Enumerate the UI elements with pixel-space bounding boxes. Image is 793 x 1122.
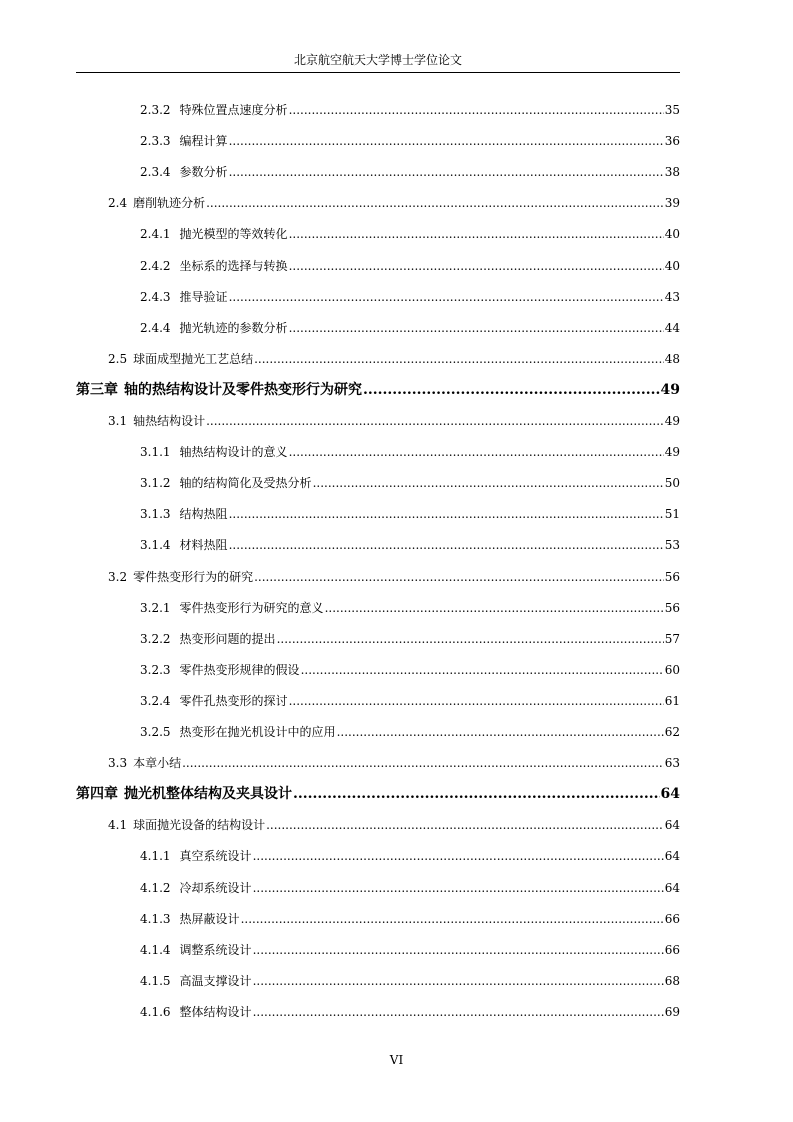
toc-dot-leader xyxy=(293,785,660,803)
toc-entry-number: 3.2.4 xyxy=(140,693,171,708)
toc-entry-number: 3.2.1 xyxy=(140,600,171,615)
toc-dot-leader xyxy=(241,910,664,928)
toc-entry-title: 抛光轨迹的参数分析 xyxy=(179,320,288,335)
toc-dot-leader xyxy=(289,225,664,243)
toc-dot-leader xyxy=(229,505,664,523)
toc-entry-page: 60 xyxy=(664,662,680,677)
running-header: 北京航空航天大学博士学位论文 xyxy=(293,53,462,67)
toc-entry-title: 热变形在抛光机设计中的应用 xyxy=(179,725,336,739)
toc-entry-number: 2.4.4 xyxy=(140,320,171,335)
toc-entry-title: 轴热结构设计 xyxy=(133,414,206,428)
toc-entry-title: 结构热阻 xyxy=(179,507,228,522)
toc-dot-leader xyxy=(277,630,664,648)
toc-dot-leader xyxy=(337,723,664,741)
toc-entry-page: 64 xyxy=(664,849,680,864)
toc-entry-title: 零件孔热变形的探讨 xyxy=(179,693,288,708)
toc-entry-page: 51 xyxy=(664,507,680,522)
toc-entry-number: 4.1.2 xyxy=(140,880,171,895)
toc-entry[interactable] xyxy=(140,597,680,617)
toc-entry-number: 3.2.3 xyxy=(140,662,171,677)
toc-entry[interactable] xyxy=(140,223,680,243)
toc-dot-leader xyxy=(325,599,664,617)
toc-entry-title: 球面成型抛光工艺总结 xyxy=(133,351,254,366)
toc-entry-number: 第三章 xyxy=(76,381,118,398)
toc-entry-title: 特殊位置点速度分析 xyxy=(179,103,288,117)
toc-entry[interactable] xyxy=(140,161,680,181)
toc-entry-title: 零件热变形规律的假设 xyxy=(179,662,300,677)
toc-dot-leader xyxy=(206,194,664,212)
toc-entry[interactable] xyxy=(140,845,680,865)
toc-entry-page: 69 xyxy=(664,1004,680,1019)
toc-entry-title: 本章小结 xyxy=(133,756,182,771)
toc-entry-page: 53 xyxy=(664,538,680,553)
toc-entry[interactable] xyxy=(140,441,680,461)
toc-entry-number: 2.5 xyxy=(108,351,128,366)
toc-dot-leader xyxy=(289,692,664,710)
toc-entry-number: 3.1.2 xyxy=(140,476,171,491)
toc-dot-leader xyxy=(313,474,664,492)
toc-entry[interactable] xyxy=(140,690,680,710)
toc-entry-number: 4.1.6 xyxy=(140,1004,171,1019)
toc-entry-title: 抛光模型的等效转化 xyxy=(179,227,288,242)
toc-entry-title: 热屏蔽设计 xyxy=(179,911,240,926)
toc-entry-number: 2.3.4 xyxy=(140,165,171,180)
toc-entry-page: 64 xyxy=(660,786,680,803)
toc-entry-title: 零件热变形行为研究的意义 xyxy=(179,600,324,615)
toc-dot-leader xyxy=(182,754,664,772)
page-number: VI xyxy=(389,1053,404,1067)
toc-entry-number: 4.1.5 xyxy=(140,973,171,988)
toc-entry-page: 39 xyxy=(664,196,680,211)
toc-entry[interactable] xyxy=(140,1001,680,1021)
toc-entry[interactable] xyxy=(140,721,680,741)
toc-entry-page: 63 xyxy=(664,756,680,771)
toc-entry-title: 轴的热结构设计及零件热变形行为研究 xyxy=(124,381,362,398)
toc-dot-leader xyxy=(301,661,664,679)
toc-entry-page: 38 xyxy=(664,165,680,180)
toc-entry[interactable] xyxy=(140,99,680,119)
toc-chapter-entry[interactable] xyxy=(76,379,680,399)
toc-dot-leader xyxy=(289,257,664,275)
toc-entry-number: 4.1 xyxy=(108,818,128,833)
toc-entry[interactable] xyxy=(140,286,680,306)
toc-entry-title: 坐标系的选择与转换 xyxy=(179,258,288,273)
toc-entry-title: 材料热阻 xyxy=(179,538,228,553)
toc-dot-leader xyxy=(253,972,664,990)
toc-entry[interactable] xyxy=(108,566,680,586)
toc-entry-title: 磨削轨迹分析 xyxy=(133,196,206,211)
toc-entry-page: 48 xyxy=(664,351,680,366)
toc-entry[interactable] xyxy=(140,130,680,150)
toc-entry-number: 4.1.4 xyxy=(140,942,171,957)
toc-entry-page: 35 xyxy=(664,103,680,117)
toc-entry-number: 3.1 xyxy=(108,414,128,428)
toc-entry-page: 62 xyxy=(664,725,680,739)
toc-dot-leader xyxy=(229,132,664,150)
toc-entry-title: 零件热变形行为的研究 xyxy=(133,569,254,584)
toc-entry[interactable] xyxy=(140,472,680,492)
toc-entry-page: 68 xyxy=(664,973,680,988)
toc-entry[interactable] xyxy=(140,628,680,648)
toc-entry-title: 高温支撑设计 xyxy=(179,973,252,988)
toc-entry-page: 44 xyxy=(664,320,680,335)
toc-entry-title: 轴热结构设计的意义 xyxy=(179,445,288,460)
toc-entry-title: 参数分析 xyxy=(179,165,228,180)
toc-entry-page: 50 xyxy=(664,476,680,491)
toc-entry-page: 43 xyxy=(664,289,680,304)
toc-entry-page: 64 xyxy=(664,818,680,833)
toc-entry[interactable] xyxy=(108,192,680,212)
toc-entry-title: 真空系统设计 xyxy=(179,849,252,864)
toc-dot-leader xyxy=(254,350,664,368)
toc-dot-leader xyxy=(206,412,664,430)
toc-entry-number: 2.4.2 xyxy=(140,258,171,273)
toc-dot-leader xyxy=(254,568,664,586)
toc-entry[interactable] xyxy=(108,410,680,430)
toc-entry-page: 36 xyxy=(664,134,680,149)
toc-entry[interactable] xyxy=(140,908,680,928)
toc-entry-title: 调整系统设计 xyxy=(179,942,252,957)
toc-dot-leader xyxy=(289,319,664,337)
toc-dot-leader xyxy=(229,536,664,554)
toc-entry-title: 编程计算 xyxy=(179,134,228,149)
toc-entry-page: 40 xyxy=(664,258,680,273)
toc-entry-number: 3.1.3 xyxy=(140,507,171,522)
toc-entry-page: 49 xyxy=(664,414,680,428)
toc-entry-number: 2.3.2 xyxy=(140,103,171,117)
toc-entry-number: 3.3 xyxy=(108,756,128,771)
toc-entry-page: 66 xyxy=(664,911,680,926)
toc-dot-leader xyxy=(253,847,664,865)
toc-dot-leader xyxy=(229,288,664,306)
toc-entry[interactable] xyxy=(140,970,680,990)
toc-entry[interactable] xyxy=(108,814,680,834)
toc-dot-leader xyxy=(363,381,660,399)
toc-entry[interactable] xyxy=(140,255,680,275)
toc-entry-number: 2.3.3 xyxy=(140,134,171,149)
toc-dot-leader xyxy=(289,101,664,119)
toc-entry-number: 3.2.2 xyxy=(140,631,171,646)
toc-entry-title: 轴的结构简化及受热分析 xyxy=(179,476,312,491)
toc-entry-page: 49 xyxy=(664,445,680,460)
toc-dot-leader xyxy=(289,443,664,461)
toc-chapter-entry[interactable] xyxy=(76,783,680,803)
toc-entry-page: 40 xyxy=(664,227,680,242)
toc-entry-title: 球面抛光设备的结构设计 xyxy=(133,818,266,833)
toc-dot-leader xyxy=(266,816,664,834)
toc-entry-number: 3.2.5 xyxy=(140,725,171,739)
toc-entry-title: 热变形问题的提出 xyxy=(179,631,276,646)
toc-entry-number: 4.1.3 xyxy=(140,911,171,926)
toc-entry-page: 49 xyxy=(660,381,680,398)
toc-entry-title: 抛光机整体结构及夹具设计 xyxy=(124,786,292,803)
toc-entry[interactable] xyxy=(140,503,680,523)
toc-entry-page: 57 xyxy=(664,631,680,646)
toc-dot-leader xyxy=(253,941,664,959)
toc-entry[interactable] xyxy=(108,348,680,368)
toc-entry[interactable] xyxy=(140,659,680,679)
toc-entry-page: 61 xyxy=(664,693,680,708)
toc-entry[interactable] xyxy=(108,752,680,772)
toc-entry-page: 56 xyxy=(664,569,680,584)
toc-entry[interactable] xyxy=(140,939,680,959)
toc-entry-number: 3.1.1 xyxy=(140,445,171,460)
toc-entry-page: 64 xyxy=(664,880,680,895)
toc-entry-title: 推导验证 xyxy=(179,289,228,304)
toc-entry-number: 第四章 xyxy=(76,786,118,803)
toc-entry-number: 3.2 xyxy=(108,569,128,584)
toc-entry-number: 2.4 xyxy=(108,196,128,211)
toc-entry-number: 3.1.4 xyxy=(140,538,171,553)
toc-entry-number: 2.4.1 xyxy=(140,227,171,242)
toc-entry[interactable] xyxy=(140,534,680,554)
toc-entry-page: 66 xyxy=(664,942,680,957)
toc-entry-number: 4.1.1 xyxy=(140,849,171,864)
toc-dot-leader xyxy=(253,1003,664,1021)
toc-dot-leader xyxy=(229,163,664,181)
toc-entry-title: 整体结构设计 xyxy=(179,1004,252,1019)
toc-entry-number: 2.4.3 xyxy=(140,289,171,304)
toc-entry-page: 56 xyxy=(664,600,680,615)
toc-entry[interactable] xyxy=(140,877,680,897)
toc-dot-leader xyxy=(253,879,664,897)
toc-entry-title: 冷却系统设计 xyxy=(179,880,252,895)
toc-entry[interactable] xyxy=(140,317,680,337)
